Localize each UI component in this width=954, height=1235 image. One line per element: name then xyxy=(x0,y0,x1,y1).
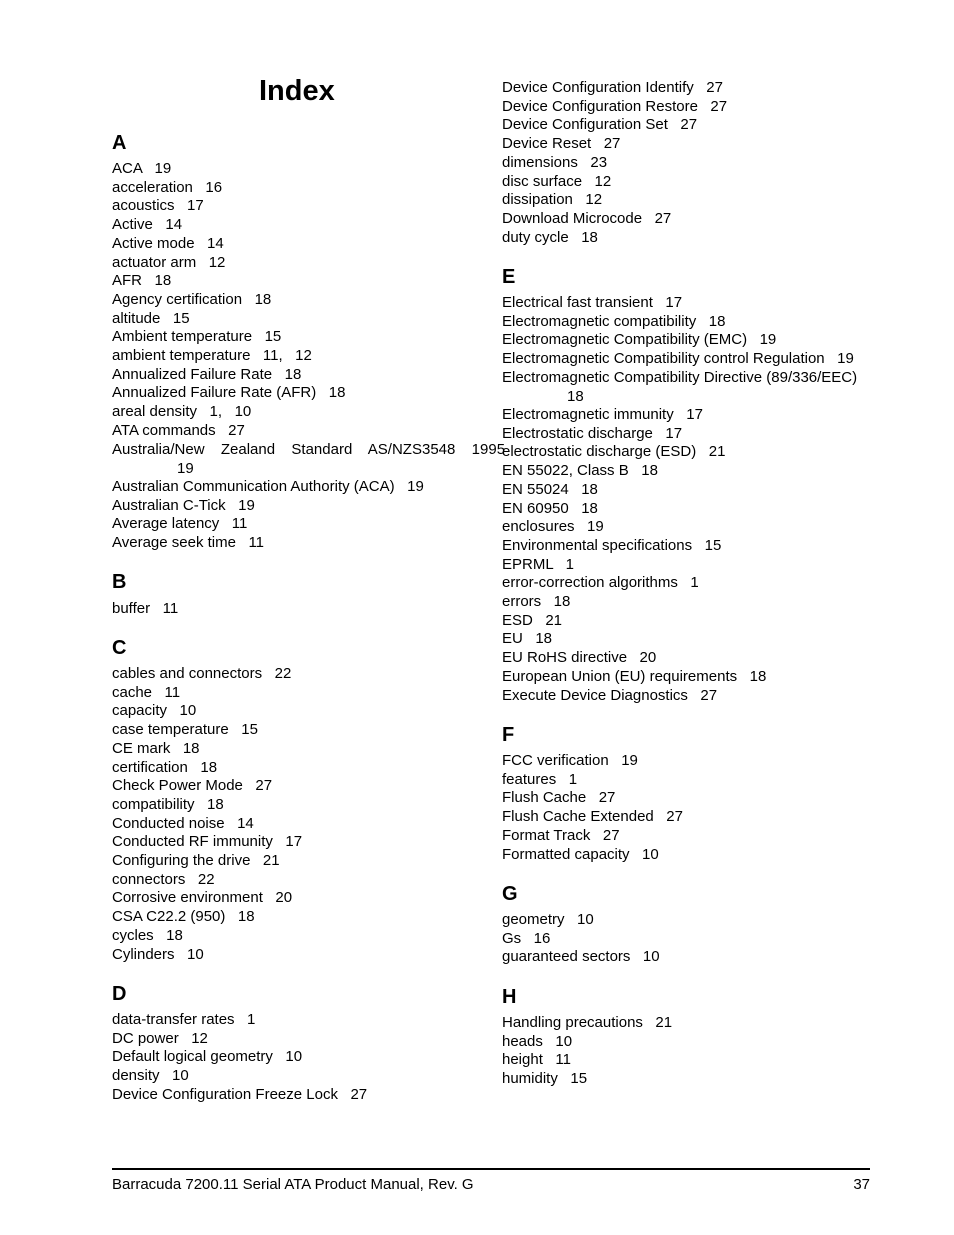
list-item: Average latency 11 xyxy=(112,515,248,533)
list-item: Australian C-Tick 19 xyxy=(112,496,255,514)
section-a-list-2 xyxy=(112,478,424,553)
list-item: EU 18 xyxy=(502,630,553,648)
section-letter-d: D xyxy=(112,983,127,1005)
list-item: disc surface 12 xyxy=(502,172,612,190)
section-d-list xyxy=(112,1011,367,1105)
list-item: capacity 10 xyxy=(112,702,197,720)
section-b-list xyxy=(112,600,178,619)
list-item: CSA C22.2 (950) 18 xyxy=(112,908,255,926)
list-item: Default logical geometry 10 xyxy=(112,1048,303,1066)
list-item: connectors 22 xyxy=(112,870,215,888)
list-item: errors 18 xyxy=(502,593,571,611)
list-item: electrostatic discharge (ESD) 21 xyxy=(502,443,726,461)
list-item: altitude 15 xyxy=(112,309,190,327)
list-item: case temperature 15 xyxy=(112,721,258,739)
list-item: cycles 18 xyxy=(112,926,183,944)
list-item: geometry 10 xyxy=(502,911,594,928)
list-item: Active mode 14 xyxy=(112,234,224,252)
list-item: EN 60950 18 xyxy=(502,499,598,517)
list-item: Device Configuration Set 27 xyxy=(502,116,698,134)
list-item: features 1 xyxy=(502,770,578,788)
list-item: compatibility 18 xyxy=(112,795,224,813)
list-item: duty cycle 18 xyxy=(502,228,598,246)
list-item: height 11 xyxy=(502,1051,571,1069)
list-item: Australia/New Zealand Standard AS/NZS3548 1995 xyxy=(112,441,506,458)
list-item: Conducted noise 14 xyxy=(112,814,254,832)
footer-document-title: Barracuda 7200.11 Serial ATA Product Manual, Rev. G xyxy=(112,1176,474,1193)
list-item: acceleration 16 xyxy=(112,178,223,196)
list-item: acoustics 17 xyxy=(112,197,204,215)
section-letter-b: B xyxy=(112,571,127,593)
list-item: Agency certification 18 xyxy=(112,290,272,308)
list-item: guaranteed sectors 10 xyxy=(502,948,660,966)
list-item: Annualized Failure Rate (AFR) 18 xyxy=(112,384,346,402)
footer-divider xyxy=(112,1168,870,1170)
list-item: heads 10 xyxy=(502,1032,573,1050)
section-c-list xyxy=(112,665,302,964)
list-item: Gs 16 xyxy=(502,929,551,947)
list-item: dimensions 23 xyxy=(502,153,608,171)
list-item: density 10 xyxy=(112,1067,189,1085)
list-item: Execute Device Diagnostics 27 xyxy=(502,686,718,704)
section-letter-c: C xyxy=(112,637,127,659)
list-item: Environmental specifications 15 xyxy=(502,536,722,554)
list-item: Electromagnetic compatibility 18 xyxy=(502,312,726,330)
list-item: data-transfer rates 1 xyxy=(112,1011,256,1028)
list-item: Australian Communication Authority (ACA) 19 xyxy=(112,478,424,495)
list-item: EPRML 1 xyxy=(502,555,574,573)
list-item: enclosures 19 xyxy=(502,518,604,536)
list-item: buffer 11 xyxy=(112,600,179,617)
list-item: Electromagnetic Compatibility Directive (89/336/EEC) xyxy=(502,369,858,386)
list-item: Device Configuration Identify 27 xyxy=(502,79,723,96)
list-item: Average seek time 11 xyxy=(112,534,265,552)
list-item: AFR 18 xyxy=(112,272,172,290)
list-item: ATA commands 27 xyxy=(112,421,245,439)
list-item: European Union (EU) requirements 18 xyxy=(502,667,767,685)
list-item: Active 14 xyxy=(112,216,183,234)
list-item: Corrosive environment 20 xyxy=(112,889,293,907)
list-item: areal density 1, 10 xyxy=(112,403,252,421)
section-letter-e: E xyxy=(502,266,516,288)
section-letter-h: H xyxy=(502,986,517,1008)
list-item: Format Track 27 xyxy=(502,826,620,844)
list-item: certification 18 xyxy=(112,758,218,776)
list-item: Electromagnetic Compatibility control Regulation 19 xyxy=(502,350,854,368)
list-item: Check Power Mode 27 xyxy=(112,777,273,795)
list-item: Electrical fast transient 17 xyxy=(502,294,683,311)
list-item: humidity 15 xyxy=(502,1070,588,1088)
section-letter-g: G xyxy=(502,883,518,905)
list-item: ESD 21 xyxy=(502,611,563,629)
list-item: Download Microcode 27 xyxy=(502,209,672,227)
section-letter-a: A xyxy=(112,132,127,154)
section-e-wrapped-entry xyxy=(502,369,857,406)
list-item: EN 55022, Class B 18 xyxy=(502,462,658,480)
list-item-continuation: 18 xyxy=(567,387,584,405)
list-item: Device Reset 27 xyxy=(502,135,621,153)
list-item: Conducted RF immunity 17 xyxy=(112,833,303,851)
footer-page-number: 37 xyxy=(853,1176,870,1193)
section-g-list xyxy=(502,911,660,967)
list-item: Cylinders 10 xyxy=(112,945,204,963)
list-item: cables and connectors 22 xyxy=(112,665,292,682)
list-item: Handling precautions 21 xyxy=(502,1014,673,1031)
list-item: Formatted capacity 10 xyxy=(502,845,659,863)
list-item: Flush Cache Extended 27 xyxy=(502,808,683,826)
section-letter-f: F xyxy=(502,724,515,746)
section-h-list xyxy=(502,1014,672,1089)
list-item: cache 11 xyxy=(112,683,181,701)
section-e-list-2 xyxy=(502,406,766,705)
section-a-wrapped-entry xyxy=(112,441,505,478)
list-item: EN 55024 18 xyxy=(502,480,598,498)
list-item: CE mark 18 xyxy=(112,739,200,757)
list-item: Annualized Failure Rate 18 xyxy=(112,365,302,383)
page-title: Index xyxy=(259,75,335,107)
list-item: ambient temperature 11, 12 xyxy=(112,347,312,365)
list-item: Configuring the drive 21 xyxy=(112,852,280,870)
list-item: Electromagnetic Compatibility (EMC) 19 xyxy=(502,331,777,349)
list-item: DC power 12 xyxy=(112,1029,208,1047)
section-e-list xyxy=(502,294,854,369)
section-d-continued-list xyxy=(502,79,727,247)
list-item: EU RoHS directive 20 xyxy=(502,649,657,667)
list-item: Electrostatic discharge 17 xyxy=(502,424,683,442)
list-item: FCC verification 19 xyxy=(502,752,638,769)
list-item: Ambient temperature 15 xyxy=(112,328,282,346)
section-f-list xyxy=(502,752,683,864)
list-item: actuator arm 12 xyxy=(112,253,226,271)
list-item: dissipation 12 xyxy=(502,191,603,209)
list-item: error-correction algorithms 1 xyxy=(502,574,699,592)
list-item: ACA 19 xyxy=(112,160,172,177)
list-item-continuation: 19 xyxy=(177,459,194,477)
list-item: Device Configuration Freeze Lock 27 xyxy=(112,1085,368,1103)
list-item: Electromagnetic immunity 17 xyxy=(502,406,703,423)
list-item: Flush Cache 27 xyxy=(502,789,616,807)
list-item: Device Configuration Restore 27 xyxy=(502,97,728,115)
section-a-list xyxy=(112,160,345,441)
